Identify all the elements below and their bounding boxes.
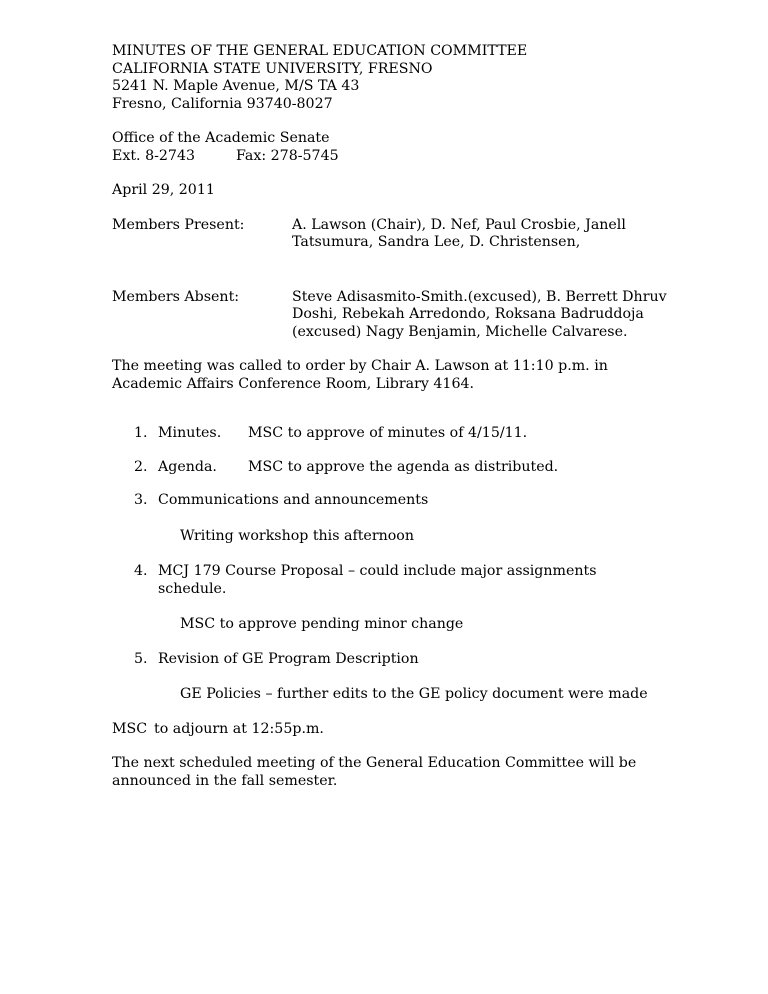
item-note-text: Writing workshop this afternoon bbox=[180, 527, 414, 544]
office-fax: Fax: 278-5745 bbox=[236, 147, 339, 164]
item-number: 3. bbox=[134, 492, 148, 508]
members-absent bbox=[112, 289, 672, 342]
call-to-order bbox=[112, 358, 672, 393]
agenda-item bbox=[112, 425, 672, 443]
item-detail: MSC to approve of minutes of 4/15/11. bbox=[248, 425, 528, 441]
office-ext: Ext. 8-2743 bbox=[112, 147, 196, 164]
adjournment bbox=[112, 721, 672, 739]
next-meeting bbox=[112, 755, 672, 790]
agenda-item bbox=[112, 563, 672, 598]
agenda-item bbox=[112, 459, 672, 477]
item-detail: MSC to approve the agenda as distributed. bbox=[248, 458, 559, 475]
item-number: 1. bbox=[134, 425, 148, 441]
item-body bbox=[158, 563, 672, 598]
minutes-document bbox=[112, 43, 672, 790]
item-number: 4. bbox=[134, 563, 148, 579]
item-body bbox=[158, 492, 672, 510]
item-number: 5. bbox=[134, 650, 148, 667]
next-meeting-line-1: The next scheduled meeting of the General Education Committee will be bbox=[112, 755, 637, 771]
adjournment-line bbox=[112, 721, 672, 739]
agenda-item bbox=[112, 492, 672, 510]
item-note-text: MSC to approve pending minor change bbox=[180, 616, 464, 632]
office-name: Office of the Academic Senate bbox=[112, 130, 330, 146]
item-note-text: GE Policies – further edits to the GE policy document were made bbox=[180, 686, 648, 702]
members-absent-label: Members Absent: bbox=[112, 288, 240, 305]
item-title-line-2: schedule. bbox=[158, 580, 227, 597]
office-contact bbox=[112, 148, 672, 166]
adjourn-label: MSC bbox=[112, 720, 148, 737]
item-title: Agenda. bbox=[158, 458, 217, 475]
next-meeting-line-2: announced in the fall semester. bbox=[112, 772, 338, 789]
item-number: 2. bbox=[134, 458, 148, 475]
item-title: Revision of GE Program Description bbox=[158, 650, 419, 667]
item-title: Minutes. bbox=[158, 425, 222, 441]
call-to-order-line-1: The meeting was called to order by Chair A. Lawson at 11:10 p.m. in bbox=[112, 358, 608, 374]
office-info bbox=[112, 130, 672, 165]
item-body bbox=[158, 651, 672, 669]
item-note bbox=[158, 528, 672, 546]
item-title: Communications and announcements bbox=[158, 492, 429, 508]
city-address: Fresno, California 93740-8027 bbox=[112, 95, 333, 112]
agenda-items bbox=[112, 425, 672, 704]
university-name: CALIFORNIA STATE UNIVERSITY, FRESNO bbox=[112, 60, 433, 77]
item-note bbox=[158, 686, 672, 704]
agenda-item bbox=[112, 651, 672, 669]
item-title-line-1: MCJ 179 Course Proposal – could include major assignments bbox=[158, 563, 597, 579]
document-header bbox=[112, 43, 672, 113]
date-text: April 29, 2011 bbox=[112, 182, 215, 198]
adjourn-text: to adjourn at 12:55p.m. bbox=[154, 720, 324, 737]
members-absent-names: Steve Adisasmito-Smith.(excused), B. Berrett Dhruv Doshi, Rebekah Arredondo, Roksana Badruddoja (excused) Nagy Benjamin, Michelle Calvarese. bbox=[292, 288, 667, 340]
members-present bbox=[112, 217, 672, 252]
document-title: MINUTES OF THE GENERAL EDUCATION COMMITTEE bbox=[112, 43, 528, 59]
meeting-date bbox=[112, 182, 672, 200]
street-address: 5241 N. Maple Avenue, M/S TA 43 bbox=[112, 78, 360, 94]
item-note bbox=[158, 616, 672, 634]
members-present-names: A. Lawson (Chair), D. Nef, Paul Crosbie, Janell Tatsumura, Sandra Lee, D. Christensen, bbox=[292, 216, 626, 250]
members-present-label: Members Present: bbox=[112, 216, 245, 233]
call-to-order-line-2: Academic Affairs Conference Room, Library 4164. bbox=[112, 375, 475, 392]
